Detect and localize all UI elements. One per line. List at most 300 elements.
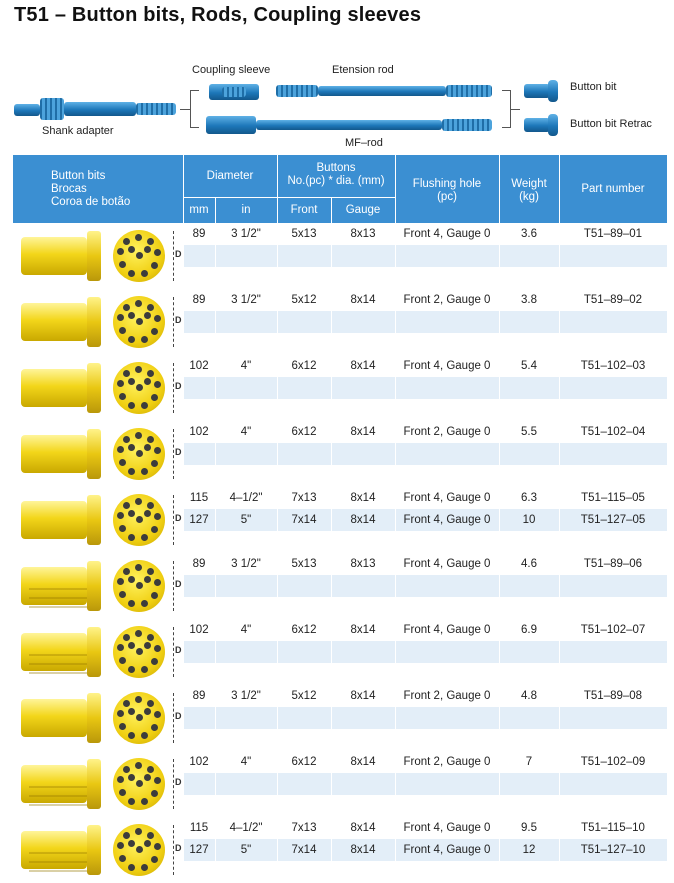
cell-mm: 89	[192, 690, 206, 702]
cell-flushing: Front 2, Gauge 0	[403, 294, 491, 306]
cell-gauge: 8x14	[350, 426, 376, 438]
table-band	[183, 311, 667, 333]
bit-skirt	[87, 363, 101, 413]
cell-part: T51–89–06	[583, 558, 643, 570]
carbide-button	[128, 732, 135, 739]
carbide-button	[128, 864, 135, 871]
cell-part: T51–102–03	[580, 360, 646, 372]
carbide-button	[154, 645, 161, 652]
cell-mm: 89	[192, 228, 206, 240]
table-band	[183, 773, 667, 795]
coupling-sleeve-label: Coupling sleeve	[192, 64, 271, 76]
cell-in: 4"	[240, 756, 252, 768]
carbide-button	[123, 436, 130, 443]
carbide-button	[135, 696, 142, 703]
carbide-button	[128, 840, 135, 847]
cell-mm: 102	[189, 426, 209, 438]
bit-body	[21, 237, 87, 275]
mf-rod-sleeve	[206, 116, 256, 134]
cell-in: 4–1/2"	[229, 492, 263, 504]
shank-adapter-spline	[40, 98, 64, 120]
bit-body	[21, 699, 87, 737]
cell-in: 4"	[240, 360, 252, 372]
carbide-button	[136, 648, 143, 655]
rod-diagram	[0, 60, 674, 156]
bit-body	[21, 369, 87, 407]
carbide-button	[151, 856, 158, 863]
bit-skirt	[87, 297, 101, 347]
cell-front: 6x12	[291, 756, 317, 768]
carbide-button	[123, 568, 130, 575]
carbide-button	[119, 459, 126, 466]
diameter-label: D	[175, 447, 182, 457]
carbide-button	[117, 248, 124, 255]
carbide-button	[144, 444, 151, 451]
bit-skirt	[87, 429, 101, 479]
button-bit-image	[17, 425, 181, 483]
carbide-button	[135, 630, 142, 637]
shank-adapter-label: Shank adapter	[42, 125, 114, 137]
connector-line	[510, 109, 520, 110]
cell-in: 5"	[240, 844, 252, 856]
carbide-button	[119, 855, 126, 862]
header-gauge: Gauge	[345, 203, 381, 216]
button-bit-image	[17, 623, 181, 681]
carbide-button	[154, 249, 161, 256]
cell-flushing: Front 2, Gauge 0	[403, 690, 491, 702]
table-band	[183, 399, 667, 421]
carbide-button	[123, 370, 130, 377]
cell-weight: 9.5	[521, 822, 537, 834]
carbide-button	[141, 798, 148, 805]
carbide-button	[128, 798, 135, 805]
carbide-button	[119, 393, 126, 400]
cell-in: 4"	[240, 624, 252, 636]
header-button-bits: Button bits Brocas Coroa de botão	[51, 170, 131, 208]
bit-skirt	[87, 495, 101, 545]
cell-weight: 12	[522, 844, 536, 856]
carbide-button	[123, 766, 130, 773]
cell-in: 4"	[240, 426, 252, 438]
cell-weight: 6.3	[521, 492, 537, 504]
button-bit-image	[17, 359, 181, 417]
column-separator	[277, 223, 278, 867]
carbide-button	[154, 315, 161, 322]
carbide-button	[151, 526, 158, 533]
diameter-mark	[169, 363, 174, 413]
carbide-button	[151, 592, 158, 599]
cell-weight: 6.9	[521, 624, 537, 636]
cell-in: 3 1/2"	[231, 558, 261, 570]
column-separator	[331, 223, 332, 867]
button-bit-image	[17, 491, 181, 549]
carbide-button	[154, 579, 161, 586]
button-bit-image	[17, 227, 181, 285]
carbide-button	[154, 381, 161, 388]
diameter-label: D	[175, 315, 182, 325]
cell-weight: 7	[525, 756, 533, 768]
button-bits-table	[13, 155, 667, 867]
diameter-label: D	[175, 777, 182, 787]
cell-gauge: 8x14	[350, 690, 376, 702]
bit-body	[21, 435, 87, 473]
bit-body	[21, 765, 87, 803]
cell-front: 7x14	[291, 844, 317, 856]
carbide-button	[117, 314, 124, 321]
diameter-mark	[169, 693, 174, 743]
carbide-button	[141, 402, 148, 409]
carbide-button	[117, 644, 124, 651]
carbide-button	[147, 634, 154, 641]
table-band	[183, 861, 667, 883]
carbide-button	[136, 714, 143, 721]
bit-skirt	[87, 693, 101, 743]
cell-gauge: 8x14	[350, 844, 376, 856]
carbide-button	[141, 336, 148, 343]
carbide-button	[128, 402, 135, 409]
cell-part: T51–115–05	[581, 492, 645, 504]
carbide-button	[135, 762, 142, 769]
carbide-button	[147, 568, 154, 575]
carbide-button	[154, 777, 161, 784]
carbide-button	[119, 525, 126, 532]
cell-part: T51–102–04	[580, 426, 646, 438]
mf-rod-thread	[442, 119, 492, 131]
button-bit-image	[17, 293, 181, 351]
cell-mm: 115	[189, 492, 209, 504]
column-separator	[559, 223, 560, 867]
cell-gauge: 8x14	[350, 360, 376, 372]
carbide-button	[119, 789, 126, 796]
diameter-label: D	[175, 711, 182, 721]
cell-in: 4–1/2"	[229, 822, 263, 834]
extension-rod-thread-left	[276, 85, 318, 97]
diameter-label: D	[175, 645, 182, 655]
cell-mm: 102	[189, 756, 209, 768]
carbide-button	[128, 600, 135, 607]
table-band	[183, 443, 667, 465]
carbide-button	[117, 776, 124, 783]
carbide-button	[119, 261, 126, 268]
button-bit-image	[17, 557, 181, 615]
diameter-label: D	[175, 513, 182, 523]
carbide-button	[136, 780, 143, 787]
table-band	[183, 333, 667, 355]
cell-flushing: Front 2, Gauge 0	[403, 426, 491, 438]
cell-part: T51–102–07	[580, 624, 646, 636]
retrac-ridges	[29, 779, 87, 809]
cell-gauge: 8x14	[350, 756, 376, 768]
bit-body	[21, 303, 87, 341]
shank-adapter-end	[14, 104, 40, 116]
table-band	[183, 641, 667, 663]
retrac-ridges	[29, 581, 87, 611]
cell-mm: 127	[189, 844, 209, 856]
carbide-button	[141, 732, 148, 739]
cell-front: 6x12	[291, 624, 317, 636]
diameter-mark	[169, 231, 174, 281]
carbide-button	[154, 843, 161, 850]
carbide-button	[136, 318, 143, 325]
carbide-button	[151, 460, 158, 467]
carbide-button	[144, 642, 151, 649]
cell-weight: 3.6	[521, 228, 537, 240]
bit-skirt	[87, 627, 101, 677]
bit-body	[21, 633, 87, 671]
diameter-mark	[169, 495, 174, 545]
carbide-button	[128, 708, 135, 715]
cell-gauge: 8x14	[350, 294, 376, 306]
header-diameter: Diameter	[206, 169, 254, 182]
carbide-button	[151, 658, 158, 665]
carbide-button	[141, 864, 148, 871]
cell-mm: 102	[189, 624, 209, 636]
carbide-button	[123, 832, 130, 839]
cell-mm: 115	[189, 822, 209, 834]
table-band	[183, 465, 667, 487]
bit-face	[113, 560, 165, 612]
carbide-button	[151, 724, 158, 731]
bit-face	[113, 230, 165, 282]
carbide-button	[144, 840, 151, 847]
table-band	[183, 729, 667, 751]
cell-in: 3 1/2"	[231, 228, 261, 240]
shank-adapter-thread	[136, 103, 176, 115]
diameter-mark	[169, 825, 174, 875]
carbide-button	[147, 304, 154, 311]
carbide-button	[128, 336, 135, 343]
cell-flushing: Front 4, Gauge 0	[403, 228, 491, 240]
carbide-button	[135, 432, 142, 439]
table-band	[183, 575, 667, 597]
button-bit-image	[17, 755, 181, 813]
bit-face	[113, 362, 165, 414]
cell-weight: 4.6	[521, 558, 537, 570]
cell-flushing: Front 4, Gauge 0	[403, 822, 491, 834]
carbide-button	[141, 666, 148, 673]
cell-gauge: 8x13	[350, 558, 376, 570]
carbide-button	[117, 710, 124, 717]
carbide-button	[144, 378, 151, 385]
bit-body	[21, 831, 87, 869]
cell-weight: 5.5	[521, 426, 537, 438]
carbide-button	[147, 436, 154, 443]
header-buttons: Buttons No.(pc) * dia. (mm)	[287, 162, 385, 187]
carbide-button	[128, 642, 135, 649]
carbide-button	[144, 246, 151, 253]
extension-rod-thread-right	[446, 85, 492, 97]
carbide-button	[128, 510, 135, 517]
bit-face	[113, 824, 165, 876]
carbide-button	[123, 700, 130, 707]
carbide-button	[128, 666, 135, 673]
column-separator	[499, 223, 500, 867]
table-band	[183, 597, 667, 619]
carbide-button	[144, 774, 151, 781]
bit-skirt	[87, 825, 101, 875]
carbide-button	[147, 700, 154, 707]
diameter-mark	[169, 297, 174, 347]
cell-front: 6x12	[291, 360, 317, 372]
carbide-button	[141, 270, 148, 277]
cell-flushing: Front 4, Gauge 0	[403, 514, 491, 526]
carbide-button	[147, 766, 154, 773]
cell-gauge: 8x14	[350, 822, 376, 834]
cell-part: T51–127–10	[580, 844, 646, 856]
cell-part: T51–127–05	[580, 514, 646, 526]
carbide-button	[135, 234, 142, 241]
carbide-button	[136, 450, 143, 457]
diameter-mark	[169, 627, 174, 677]
diameter-mark	[169, 429, 174, 479]
header-front: Front	[290, 203, 318, 216]
carbide-button	[123, 502, 130, 509]
cell-mm: 89	[192, 558, 206, 570]
cell-front: 5x12	[291, 690, 317, 702]
carbide-button	[128, 774, 135, 781]
carbide-button	[123, 238, 130, 245]
header-weight: Weight (kg)	[511, 178, 547, 203]
cell-flushing: Front 4, Gauge 0	[403, 492, 491, 504]
carbide-button	[136, 252, 143, 259]
diameter-label: D	[175, 843, 182, 853]
diameter-mark	[169, 759, 174, 809]
carbide-button	[141, 534, 148, 541]
cell-part: T51–89–08	[583, 690, 643, 702]
diameter-label: D	[175, 381, 182, 391]
cell-flushing: Front 2, Gauge 0	[403, 756, 491, 768]
bit-face	[113, 428, 165, 480]
carbide-button	[135, 828, 142, 835]
cell-gauge: 8x13	[350, 228, 376, 240]
carbide-button	[119, 723, 126, 730]
cell-gauge: 8x14	[350, 492, 376, 504]
carbide-button	[119, 327, 126, 334]
extension-rod-label: Etension rod	[332, 64, 394, 76]
carbide-button	[119, 591, 126, 598]
carbide-button	[128, 246, 135, 253]
header-flushing-hole: Flushing hole (pc)	[412, 178, 482, 203]
cell-flushing: Front 4, Gauge 0	[403, 360, 491, 372]
diameter-label: D	[175, 579, 182, 589]
carbide-button	[141, 468, 148, 475]
table-band	[183, 795, 667, 817]
extension-rod-body	[318, 86, 446, 96]
carbide-button	[144, 576, 151, 583]
bit-face	[113, 692, 165, 744]
column-separator	[183, 223, 184, 867]
retrac-ridges	[29, 845, 87, 875]
header-mm: mm	[189, 203, 209, 216]
carbide-button	[136, 846, 143, 853]
carbide-button	[128, 468, 135, 475]
carbide-button	[119, 657, 126, 664]
cell-part: T51–115–10	[581, 822, 645, 834]
carbide-button	[135, 498, 142, 505]
bit-skirt	[87, 231, 101, 281]
carbide-button	[147, 238, 154, 245]
cell-front: 5x12	[291, 294, 317, 306]
button-bit-retrac-head	[548, 114, 558, 136]
table-band	[183, 707, 667, 729]
cell-front: 6x12	[291, 426, 317, 438]
button-bit-head	[548, 80, 558, 102]
mf-rod-body	[256, 120, 442, 130]
button-bit-retrac-label: Button bit Retrac	[570, 118, 652, 130]
carbide-button	[128, 312, 135, 319]
cell-front: 5x13	[291, 558, 317, 570]
cell-mm: 127	[189, 514, 209, 526]
diameter-mark	[169, 561, 174, 611]
button-bit-image	[17, 821, 181, 879]
carbide-button	[117, 578, 124, 585]
carbide-button	[154, 711, 161, 718]
button-bit-label: Button bit	[570, 81, 617, 93]
page-title: T51 – Button bits, Rods, Coupling sleeves	[14, 4, 422, 26]
carbide-button	[147, 370, 154, 377]
carbide-button	[128, 534, 135, 541]
cell-in: 5"	[240, 514, 252, 526]
carbide-button	[147, 832, 154, 839]
carbide-button	[117, 512, 124, 519]
cell-weight: 5.4	[521, 360, 537, 372]
carbide-button	[147, 502, 154, 509]
table-band	[183, 663, 667, 685]
cell-weight: 3.8	[521, 294, 537, 306]
carbide-button	[135, 300, 142, 307]
cell-front: 7x13	[291, 492, 317, 504]
bit-skirt	[87, 561, 101, 611]
carbide-button	[144, 708, 151, 715]
carbide-button	[144, 312, 151, 319]
button-bit-retrac-body	[524, 118, 550, 132]
shank-adapter-body	[64, 102, 136, 116]
carbide-button	[136, 516, 143, 523]
bit-face	[113, 494, 165, 546]
carbide-button	[151, 328, 158, 335]
carbide-button	[135, 564, 142, 571]
bit-body	[21, 567, 87, 605]
coupling-sleeve-thread	[222, 87, 246, 97]
cell-in: 3 1/2"	[231, 690, 261, 702]
cell-front: 5x13	[291, 228, 317, 240]
button-bit-image	[17, 689, 181, 747]
cell-in: 3 1/2"	[231, 294, 261, 306]
bit-face	[113, 296, 165, 348]
cell-part: T51–89–02	[583, 294, 643, 306]
carbide-button	[136, 582, 143, 589]
mf-rod-label: MF–rod	[345, 137, 383, 149]
cell-part: T51–89–01	[583, 228, 643, 240]
cell-gauge: 8x14	[350, 514, 376, 526]
carbide-button	[117, 380, 124, 387]
carbide-button	[128, 270, 135, 277]
cell-flushing: Front 4, Gauge 0	[403, 844, 491, 856]
cell-flushing: Front 4, Gauge 0	[403, 558, 491, 570]
header-in: in	[241, 203, 251, 216]
bit-skirt	[87, 759, 101, 809]
carbide-button	[123, 634, 130, 641]
table-band	[183, 245, 667, 267]
cell-mm: 89	[192, 294, 206, 306]
cell-weight: 10	[522, 514, 536, 526]
column-separator	[395, 223, 396, 867]
cell-front: 7x14	[291, 514, 317, 526]
bit-face	[113, 758, 165, 810]
carbide-button	[128, 444, 135, 451]
carbide-button	[128, 576, 135, 583]
table-header	[13, 155, 667, 223]
